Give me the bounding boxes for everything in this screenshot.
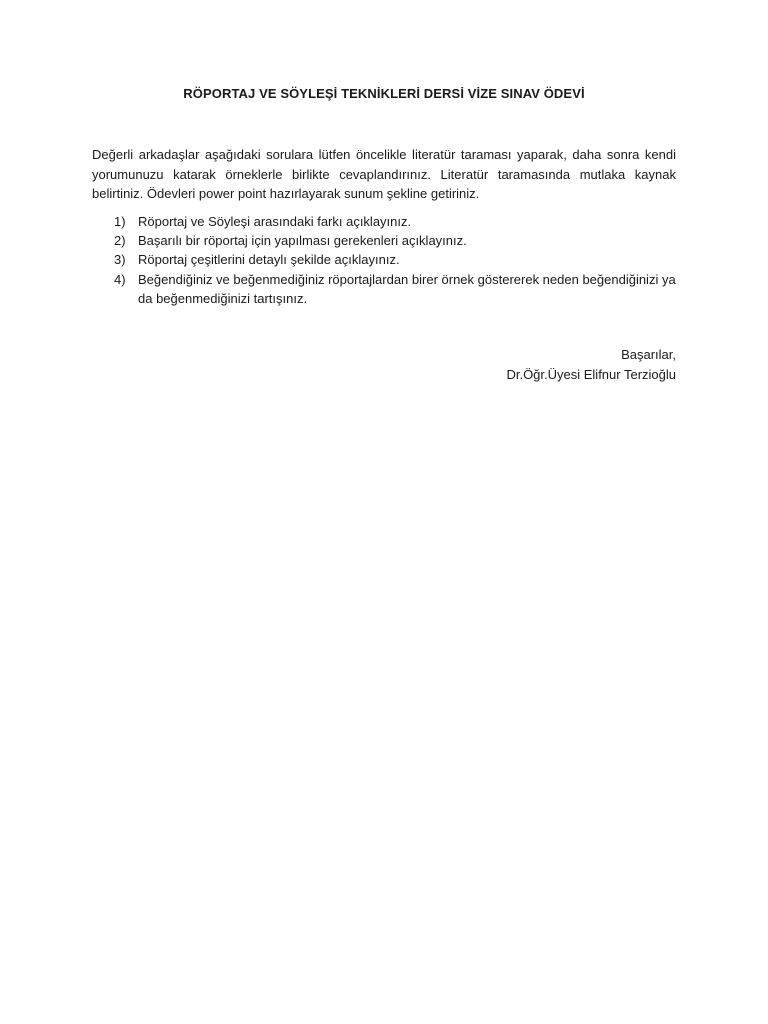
question-item: [92, 270, 676, 308]
question-number: 2): [114, 233, 126, 249]
signoff-block: [392, 345, 676, 384]
question-text: Başarılı bir röportaj için yapılması gerekenleri açıklayınız.: [138, 233, 467, 249]
question-list: [92, 212, 676, 308]
question-number: 3): [114, 252, 126, 268]
document-title: RÖPORTAJ VE SÖYLEŞİ TEKNİKLERİ DERSİ VİZE SINAV ÖDEVİ: [183, 86, 585, 101]
question-text: Beğendiğiniz ve beğenmediğiniz röportajlardan birer örnek göstererek neden beğendiğinizi ya da beğenmediğinizi tartışınız.: [138, 271, 676, 306]
question-number: 4): [114, 271, 126, 287]
closing-text: Başarılar,: [621, 347, 676, 362]
question-text: Röportaj çeşitlerini detaylı şekilde açıklayınız.: [138, 252, 400, 268]
question-item: [92, 231, 676, 250]
question-item: [92, 250, 676, 269]
intro-paragraph: Değerli arkadaşlar aşağıdaki sorulara lütfen öncelikle literatür taraması yaparak, daha sonra kendi yorumunuzu katarak örneklerle birlikte cevaplandırınız. Literatür taramasında mutlaka kaynak belirtiniz. Ödevleri power point hazırlayarak sunum şekline getiriniz.: [92, 147, 676, 201]
signature-name: Dr.Öğr.Üyesi Elifnur Terzioğlu: [506, 366, 676, 382]
question-item: [92, 212, 676, 231]
question-number: 1): [114, 214, 126, 229]
question-text: Röportaj ve Söyleşi arasındaki farkı açıklayınız.: [138, 214, 412, 229]
